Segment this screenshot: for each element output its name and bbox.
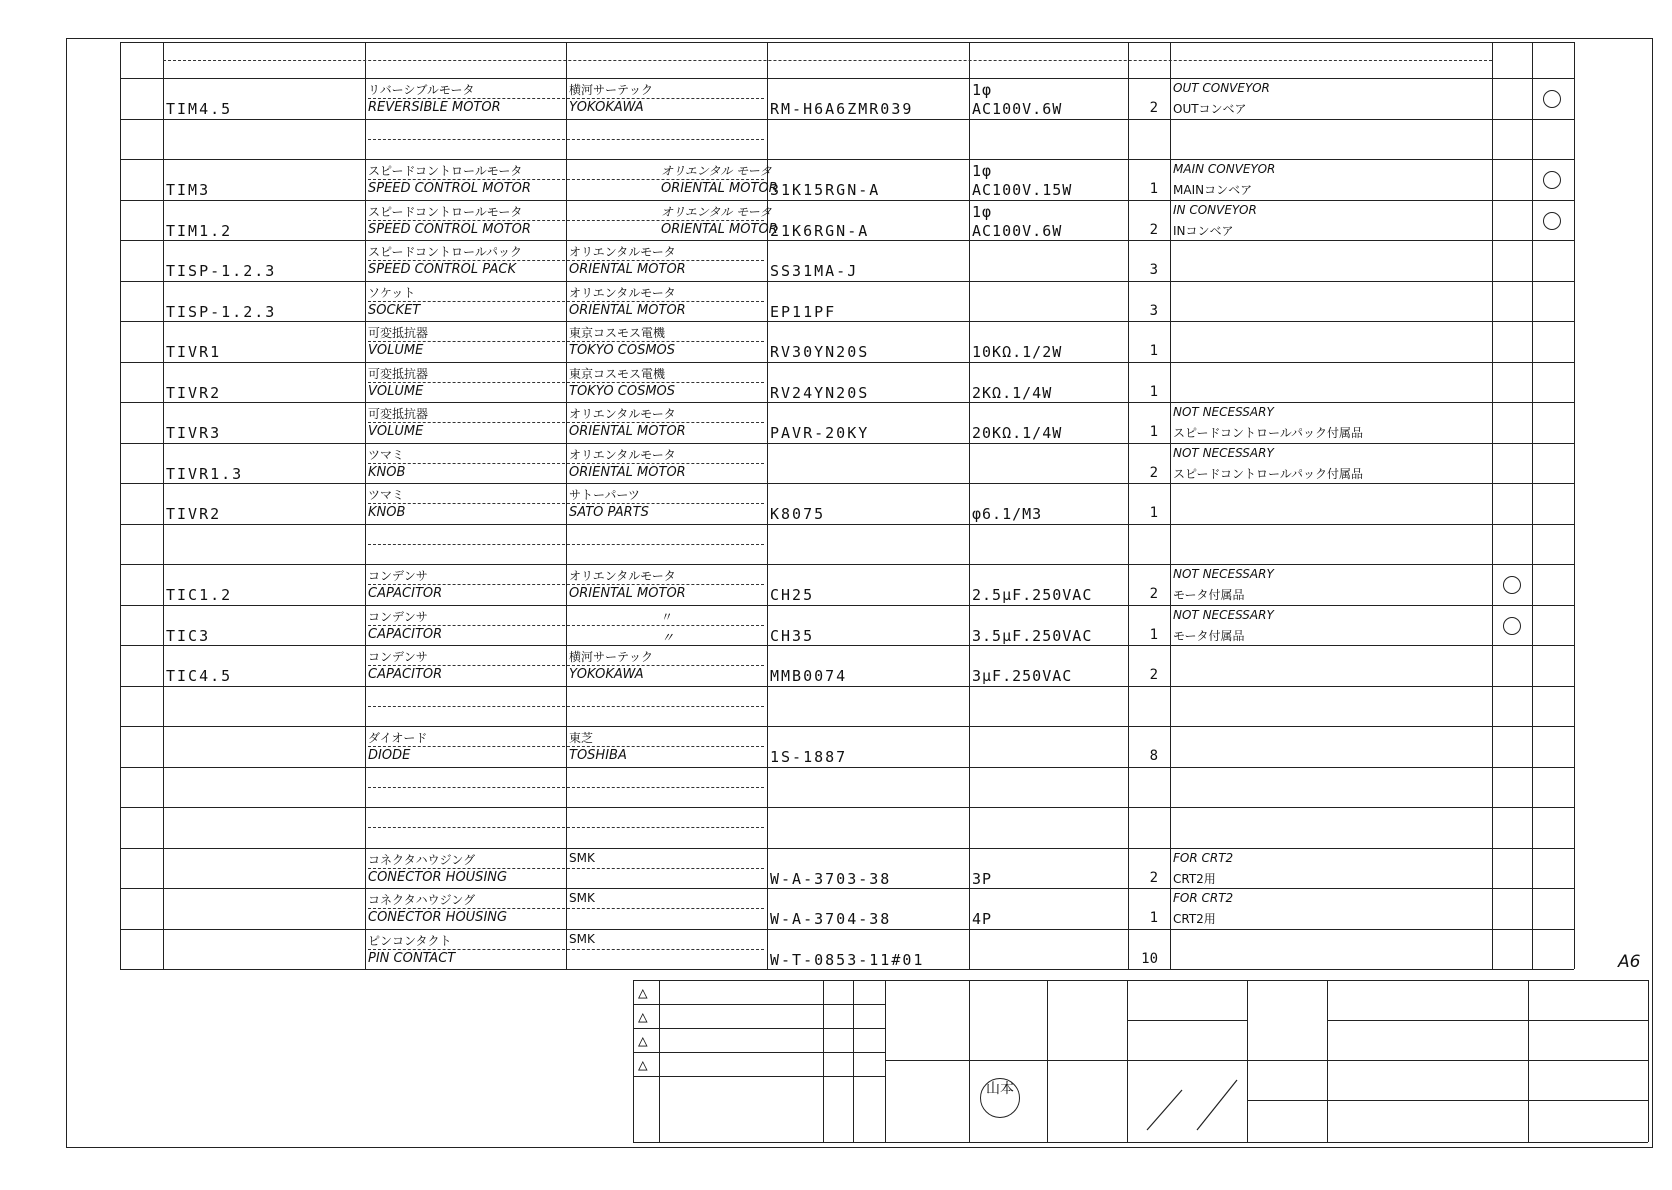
rating-cell: 20KΩ.1/4W xyxy=(972,424,1063,442)
note-cell: スピードコントロールパック付属品 xyxy=(1173,426,1363,440)
note-cell: CRT2用 xyxy=(1173,912,1216,926)
qty-cell: 1 xyxy=(1149,626,1158,643)
name-jp-cell: スピードコントロールパック xyxy=(368,245,522,259)
type-cell: SS31MA-J xyxy=(770,262,859,280)
column-divider xyxy=(163,42,164,969)
name-en-cell: CAPACITOR xyxy=(368,586,443,601)
row-border xyxy=(120,605,1574,606)
qty-cell: 2 xyxy=(1149,100,1158,116)
name-en-cell: REVERSIBLE MOTOR xyxy=(368,100,501,115)
name-en-cell: DIODE xyxy=(368,748,411,763)
note-cell: OUTコンベア xyxy=(1173,102,1247,116)
row-border xyxy=(120,524,1574,525)
row-midline xyxy=(368,301,764,302)
maker-en-cell: TOSHIBA xyxy=(569,748,627,763)
maker-jp-cell: SMK xyxy=(569,931,595,946)
row-midline xyxy=(368,139,764,140)
row-border xyxy=(120,564,1574,565)
revision-row-line xyxy=(633,1076,885,1077)
row-border xyxy=(120,767,1574,768)
note-cell: モータ付属品 xyxy=(1173,588,1245,602)
type-cell: W-A-3703-38 xyxy=(770,869,892,888)
note-top-cell: MAIN CONVEYOR xyxy=(1173,162,1276,176)
maker-en-cell: 〃 xyxy=(661,630,675,646)
revision-row-line xyxy=(633,1004,885,1005)
maker-en-cell: ORIENTAL MOTOR xyxy=(569,302,686,318)
title-block-right xyxy=(1648,980,1649,1142)
revision-triangle-icon: △ xyxy=(638,983,648,1002)
heat-line xyxy=(1127,1020,1247,1021)
row-border xyxy=(120,726,1574,727)
type-cell: 1S-1887 xyxy=(770,748,848,766)
name-en-cell: CONECTOR HOUSING xyxy=(368,869,508,885)
table-top-border xyxy=(120,42,1574,43)
name-jp-cell: スピードコントロールモータ xyxy=(368,204,523,219)
row-border xyxy=(120,888,1574,889)
column-divider xyxy=(1128,42,1129,969)
rating-cell: 2.5μF.250VAC xyxy=(972,586,1093,604)
note-top-cell: FOR CRT2 xyxy=(1173,891,1234,905)
symbol-cell: TIM4.5 xyxy=(166,100,233,118)
title-block-divider xyxy=(1528,980,1529,1142)
row-border xyxy=(120,483,1574,484)
note-cell: モータ付属品 xyxy=(1173,628,1245,643)
type-cell: MMB0074 xyxy=(770,667,848,685)
qty-cell: 1 xyxy=(1149,424,1158,440)
qty-cell: 1 xyxy=(1149,181,1158,197)
name-jp-cell: スピードコントロールモータ xyxy=(368,164,523,178)
column-divider xyxy=(969,42,970,969)
name-jp-cell: コネクタハウジング xyxy=(368,852,476,867)
title-block-top xyxy=(633,980,1648,981)
row-midline xyxy=(368,382,764,383)
row-border xyxy=(120,929,1574,930)
row-border xyxy=(120,969,1574,970)
name-jp-cell: リバーシブルモータ xyxy=(368,83,475,97)
revision-row-line xyxy=(633,1028,885,1029)
row-border xyxy=(120,321,1574,322)
rating-cell: 10KΩ.1/2W xyxy=(972,343,1063,361)
row-border xyxy=(120,281,1574,282)
row-border xyxy=(120,645,1574,646)
name-en-cell: SPEED CONTROL MOTOR xyxy=(368,221,531,237)
maker-jp-cell: オリエンタルモータ xyxy=(569,447,676,462)
date-line xyxy=(1247,1100,1327,1101)
type-cell: EP11PF xyxy=(770,302,837,321)
column-divider xyxy=(1170,42,1171,969)
name-en-cell: VOLUME xyxy=(368,383,424,399)
maker-en-cell: ORIENTAL MOTOR xyxy=(569,424,686,439)
row-midline xyxy=(368,422,764,423)
row-border xyxy=(120,362,1574,363)
projection-line xyxy=(885,1060,1127,1061)
name-en-cell: SPEED CONTROL PACK xyxy=(368,262,516,277)
header-divider xyxy=(163,60,1492,61)
symbol-cell: TIC1.2 xyxy=(166,586,233,604)
note-top-cell: NOT NECESSARY xyxy=(1173,567,1274,581)
drawing-frame xyxy=(66,38,1653,1148)
note-cell: MAINコンベア xyxy=(1173,183,1253,197)
maker-en-cell: TOKYO COSMOS xyxy=(569,343,676,358)
note-top-cell: IN CONVEYOR xyxy=(1173,202,1257,217)
checked-stamp-icon: 山本 xyxy=(980,1078,1020,1118)
name-en-cell: SPEED CONTROL MOTOR xyxy=(368,181,531,196)
name-jp-cell: コネクタハウジング xyxy=(368,893,476,907)
row-midline xyxy=(368,463,764,464)
row-border xyxy=(120,159,1574,160)
name-en-cell: CONECTOR HOUSING xyxy=(368,910,508,925)
row-border xyxy=(120,848,1574,849)
name-jp-cell: 可変抵抗器 xyxy=(368,366,429,381)
qty-cell: 10 xyxy=(1141,950,1158,967)
name-en-cell: KNOB xyxy=(368,505,406,520)
column-divider xyxy=(365,42,366,969)
row-midline xyxy=(368,341,764,342)
title-block-divider xyxy=(969,980,970,1142)
symbol-cell: TISP-1.2.3 xyxy=(166,302,277,321)
symbol-cell: TIM3 xyxy=(166,181,211,199)
rating-cell: 4P xyxy=(972,910,993,928)
symbol-cell: TISP-1.2.3 xyxy=(166,262,277,280)
note-top-cell: FOR CRT2 xyxy=(1173,850,1234,865)
qty-cell: 1 xyxy=(1149,343,1158,359)
type-cell: RV24YN20S xyxy=(770,383,870,402)
row-border xyxy=(120,807,1574,808)
header-bottom-border xyxy=(120,78,1574,79)
symbol-cell: TIM1.2 xyxy=(166,221,233,240)
name-jp-cell: コンデンサ xyxy=(368,569,428,583)
name-jp-cell: ソケット xyxy=(368,285,416,300)
revision-triangle-icon: △ xyxy=(638,1031,648,1050)
supply-circle-mark xyxy=(1503,617,1521,635)
column-divider xyxy=(1492,42,1493,969)
row-midline xyxy=(368,787,764,788)
maker-jp-cell: オリエンタル モータ xyxy=(661,204,772,219)
row-border xyxy=(120,686,1574,687)
maker-en-cell: ORIENTAL MOTOR xyxy=(661,181,778,196)
maker-jp-cell: 東京コスモス電機 xyxy=(569,326,666,340)
title-line xyxy=(1327,1100,1648,1101)
row-midline xyxy=(368,827,764,828)
name-jp-cell: ピンコンタクト xyxy=(368,933,452,948)
maker-jp-cell: オリエンタルモータ xyxy=(569,285,676,300)
wiring-circle-mark xyxy=(1543,212,1561,230)
note-top-cell: OUT CONVEYOR xyxy=(1173,81,1270,95)
type-cell: RM-H6A6ZMR039 xyxy=(770,100,914,118)
name-en-cell: SOCKET xyxy=(368,302,421,318)
symbol-cell: TIVR2 xyxy=(166,383,222,402)
rating-cell: 3.5μF.250VAC xyxy=(972,626,1093,645)
revision-row-line xyxy=(633,1052,885,1053)
title-block-divider xyxy=(1327,980,1328,1142)
maker-jp-cell: 東京コスモス電機 xyxy=(569,366,666,381)
note-top-cell: NOT NECESSARY xyxy=(1173,445,1274,460)
type-cell: W-A-3704-38 xyxy=(770,910,892,928)
qty-cell: 2 xyxy=(1149,221,1158,238)
name-en-cell: VOLUME xyxy=(368,424,424,439)
name-jp-cell: 可変抵抗器 xyxy=(368,326,429,340)
qty-cell: 3 xyxy=(1149,262,1158,278)
qty-cell: 2 xyxy=(1149,667,1158,683)
row-midline xyxy=(368,706,764,707)
title-block-divider xyxy=(885,980,886,1142)
row-midline xyxy=(368,503,764,504)
maker-en-cell: YOKOKAWA xyxy=(569,667,644,682)
title-block-divider xyxy=(1047,980,1048,1142)
qty-cell: 2 xyxy=(1149,586,1158,602)
row-border xyxy=(120,443,1574,444)
maker-jp-cell: オリエンタルモータ xyxy=(569,407,676,421)
name-jp-cell: コンデンサ xyxy=(368,650,428,664)
qty-cell: 1 xyxy=(1149,910,1158,926)
name-jp-cell: 可変抵抗器 xyxy=(368,407,429,421)
wiring-circle-mark xyxy=(1543,90,1561,108)
name-en-cell: CAPACITOR xyxy=(368,626,443,642)
name-jp-cell: ツマミ xyxy=(368,447,405,462)
type-cell: 31K15RGN-A xyxy=(770,181,881,199)
symbol-cell: TIC4.5 xyxy=(166,667,233,685)
type-cell: RV30YN20S xyxy=(770,343,870,361)
rating-top-cell: 1φ xyxy=(972,81,993,99)
quantity-slash-icon xyxy=(1127,1060,1247,1140)
rating-top-cell: 1φ xyxy=(972,162,993,180)
name-en-cell: PIN CONTACT xyxy=(368,950,456,966)
column-divider xyxy=(566,42,567,969)
symbol-cell: TIVR2 xyxy=(166,505,222,523)
row-midline xyxy=(368,746,764,747)
maker-jp-cell: 横河サーテック xyxy=(569,83,654,97)
drawing-no-line xyxy=(1327,1020,1648,1021)
type-cell: K8075 xyxy=(770,505,826,523)
symbol-cell: TIVR1 xyxy=(166,343,222,361)
column-divider xyxy=(1574,42,1575,969)
column-divider xyxy=(120,42,121,969)
maker-jp-cell: サトーパーツ xyxy=(569,488,640,502)
title-block-divider xyxy=(1247,980,1248,1142)
qty-cell: 8 xyxy=(1149,748,1158,764)
name-en-cell: KNOB xyxy=(368,464,406,480)
rating-cell: AC100V.15W xyxy=(972,181,1073,199)
note-cell: INコンベア xyxy=(1173,223,1234,238)
rating-cell: AC100V.6W xyxy=(972,221,1063,240)
maker-jp-cell: 横河サーテック xyxy=(569,650,654,664)
name-jp-cell: コンデンサ xyxy=(368,609,428,624)
type-cell: CH25 xyxy=(770,586,815,604)
column-divider xyxy=(1532,42,1533,969)
part-name-line xyxy=(1327,1060,1648,1061)
title-block-bottom xyxy=(633,1142,1648,1143)
maker-jp-cell: オリエンタルモータ xyxy=(569,569,676,583)
rating-cell: 2KΩ.1/4W xyxy=(972,383,1053,402)
note-cell: CRT2用 xyxy=(1173,871,1216,886)
maker-jp-cell: 〃 xyxy=(661,609,674,624)
name-en-cell: CAPACITOR xyxy=(368,667,443,682)
maker-jp-cell: SMK xyxy=(569,891,595,905)
rating-cell: AC100V.6W xyxy=(972,100,1063,118)
maker-en-cell: TOKYO COSMOS xyxy=(569,383,676,399)
name-jp-cell: ダイオード xyxy=(368,731,428,745)
maker-en-cell: SATO PARTS xyxy=(569,505,649,520)
type-cell: CH35 xyxy=(770,626,815,645)
qty-cell: 1 xyxy=(1149,505,1158,521)
maker-jp-cell: オリエンタル モータ xyxy=(661,164,772,178)
type-cell: 21K6RGN-A xyxy=(770,221,870,240)
rating-top-cell: 1φ xyxy=(972,202,993,221)
revision-triangle-icon: △ xyxy=(638,1007,648,1026)
maker-en-cell: ORIENTAL MOTOR xyxy=(569,464,686,480)
rating-cell: 3P xyxy=(972,869,993,888)
maker-jp-cell: オリエンタルモータ xyxy=(569,245,676,259)
type-cell: PAVR-20KY xyxy=(770,424,870,442)
note-top-cell: NOT NECESSARY xyxy=(1173,405,1274,419)
maker-en-cell: ORIENTAL MOTOR xyxy=(569,586,686,601)
revision-triangle-icon: △ xyxy=(638,1055,648,1074)
maker-en-cell: YOKOKAWA xyxy=(569,100,644,115)
row-border xyxy=(120,240,1574,241)
row-midline xyxy=(368,544,764,545)
maker-jp-cell: SMK xyxy=(569,850,595,865)
maker-en-cell: ORIENTAL MOTOR xyxy=(661,221,778,237)
qty-cell: 2 xyxy=(1149,869,1158,886)
maker-en-cell: ORIENTAL MOTOR xyxy=(569,262,686,277)
rating-cell: φ6.1/M3 xyxy=(972,505,1043,523)
name-jp-cell: ツマミ xyxy=(368,488,405,502)
rating-cell: 3μF.250VAC xyxy=(972,667,1073,685)
qty-cell: 3 xyxy=(1149,302,1158,319)
symbol-cell: TIVR3 xyxy=(166,424,222,442)
symbol-cell: TIC3 xyxy=(166,626,211,645)
sheet-size-mark: A6 xyxy=(1618,952,1641,972)
supply-circle-mark xyxy=(1503,576,1521,594)
note-cell: スピードコントロールパック付属品 xyxy=(1173,466,1363,481)
note-top-cell: NOT NECESSARY xyxy=(1173,607,1274,622)
name-en-cell: VOLUME xyxy=(368,343,424,358)
wiring-circle-mark xyxy=(1543,171,1561,189)
qty-cell: 1 xyxy=(1149,383,1158,400)
maker-jp-cell: 東芝 xyxy=(569,731,594,745)
type-cell: W-T-0853-11#01 xyxy=(770,950,925,969)
row-border xyxy=(120,200,1574,201)
row-border xyxy=(120,402,1574,403)
symbol-cell: TIVR1.3 xyxy=(166,464,244,483)
row-border xyxy=(120,119,1574,120)
qty-cell: 2 xyxy=(1149,464,1158,481)
